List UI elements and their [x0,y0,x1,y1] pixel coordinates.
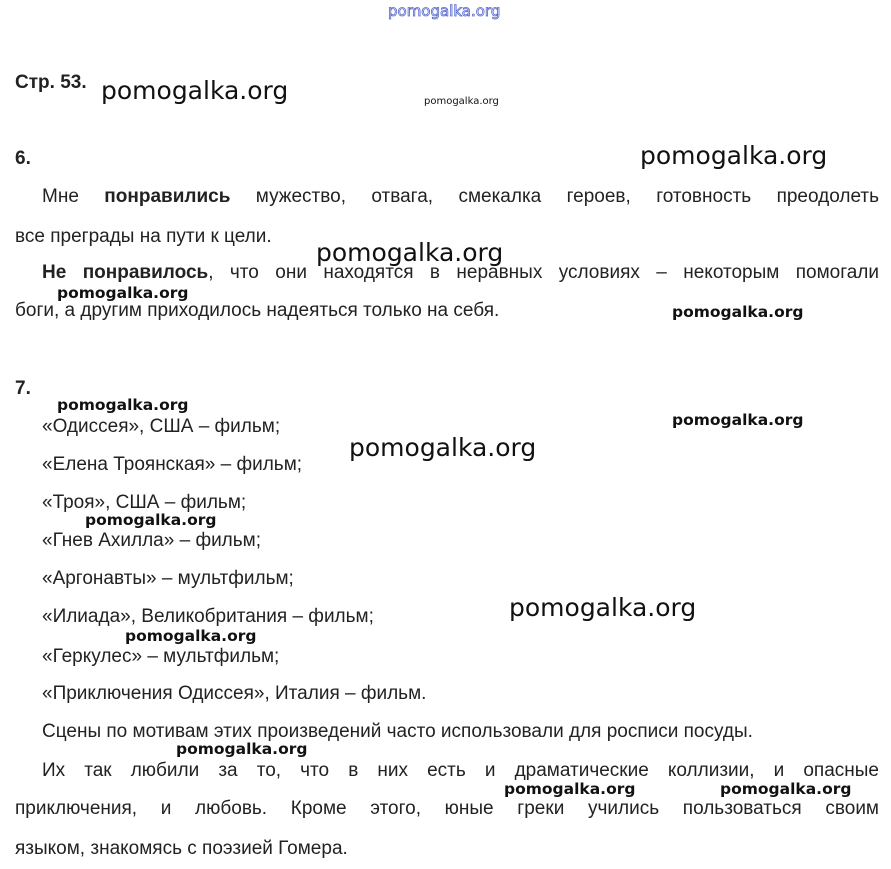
list-item: «Илиада», Великобритания – фильм; [42,606,374,627]
watermark: pomogalka.org [509,593,697,622]
list-item: «Одиссея», США – фильм; [42,416,281,437]
section-6-paragraph-2-line-2: боги, а другим приходилось надеяться только на себя. [15,300,500,321]
list-item: «Гнев Ахилла» – фильм; [42,530,262,551]
section-6-paragraph-2-line-1: Не понравилось, что они находятся в неравных условиях – некоторым помогали [42,262,879,283]
watermark: pomogalka.org [316,238,504,267]
section-6-paragraph-1-line-1: Мне понравились мужество, отвага, смекалка героев, готовность преодолеть [42,186,880,207]
list-item: «Елена Троянская» – фильм; [42,454,303,475]
watermark: pomogalka.org [57,396,189,414]
watermark: pomogalka.org [424,96,499,107]
page-label: Стр. 53. [15,72,87,93]
watermark: pomogalka.org [176,740,308,758]
watermark: pomogalka.org [672,411,804,429]
section-7-paragraph-2-line-2: приключения, и любовь. Кроме этого, юные греки учились пользоваться своим [15,798,879,819]
watermark: pomogalka.org [720,780,852,798]
watermark: pomogalka.org [349,433,537,462]
list-item: «Геркулес» – мультфильм; [42,646,280,667]
list-item: «Аргонавты» – мультфильм; [42,568,294,589]
section-7-number: 7. [15,378,31,399]
section-7-paragraph-2-line-3: языком, знакомясь с поэзией Гомера. [15,838,348,859]
watermark: pomogalka.org [640,141,828,170]
watermark: pomogalka.org [125,627,257,645]
section-6-paragraph-1-line-2: все преграды на пути к цели. [15,226,272,247]
list-item: «Приключения Одиссея», Италия – фильм. [42,683,427,704]
section-7-paragraph-2-line-1: Их так любили за то, что в них есть и драматические коллизии, и опасные [42,760,879,781]
watermark: pomogalka.org [101,76,289,105]
watermark: pomogalka.org [504,780,636,798]
section-7-paragraph-1: Сцены по мотивам этих произведений часто использовали для росписи посуды. [42,721,753,742]
watermark: pomogalka.org [57,284,189,302]
watermark: pomogalka.org [672,303,804,321]
watermark: pomogalka.org [85,511,217,529]
watermark-top: pomogalka.org [388,2,501,20]
list-item: «Троя», США – фильм; [42,492,247,513]
section-6-number: 6. [15,148,31,169]
